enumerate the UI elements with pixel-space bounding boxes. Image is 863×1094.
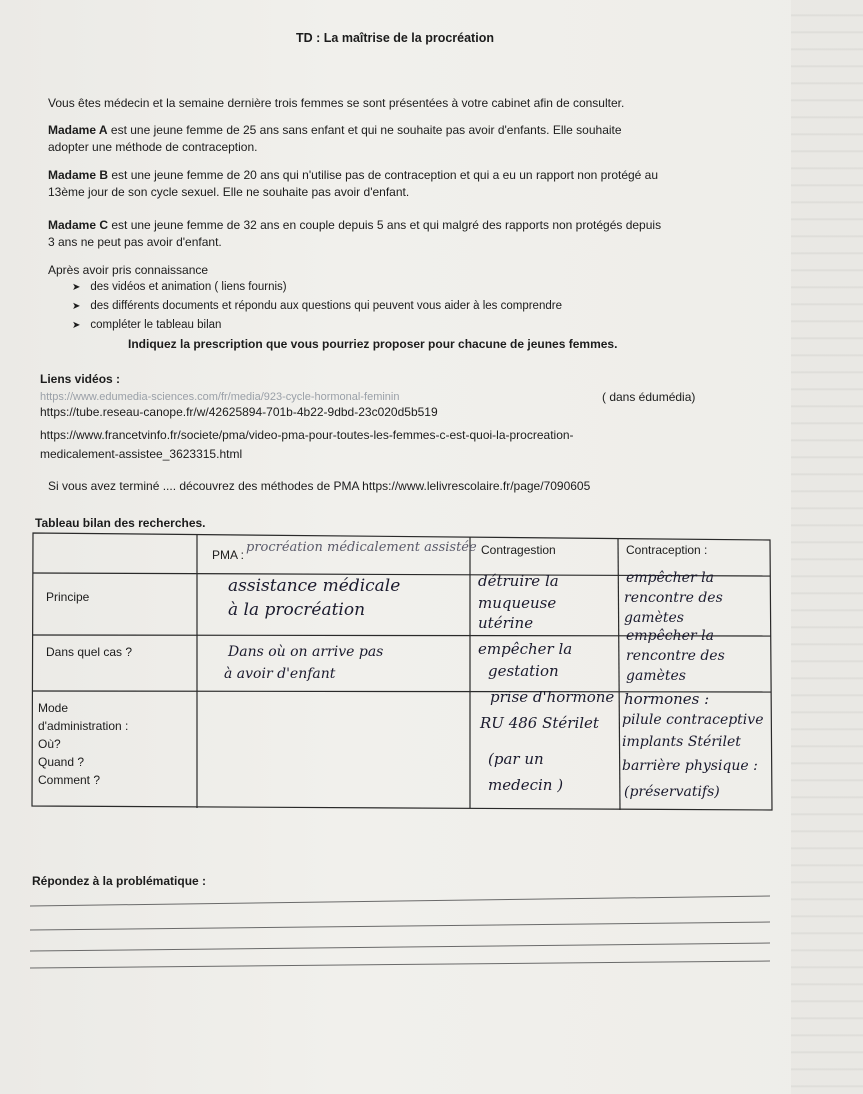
link-francetvinfo-cont[interactable]: medicalement-assistee_3623315.html	[40, 447, 243, 461]
hw-contragestion-cas-2: gestation	[488, 662, 559, 680]
instruction-text: Indiquez la prescription que vous pourriez proposer pour chacune de jeunes femmes.	[128, 337, 618, 351]
hw-contragestion-mode-4: medecin )	[488, 776, 564, 794]
hw-pma-principe-1: assistance médicale	[228, 576, 401, 596]
row-mode-line: Où?	[38, 737, 61, 751]
answer-label: Répondez à la problématique :	[32, 874, 207, 888]
hw-contragestion-mode-3: (par un	[488, 750, 544, 768]
links-heading: Liens vidéos :	[40, 372, 121, 386]
row-header-cas: Dans quel cas ?	[46, 645, 133, 659]
hw-pma-cas-2: à avoir d'enfant	[224, 666, 336, 682]
col-header-contraception: Contraception :	[626, 543, 708, 557]
row-mode-line: d'administration :	[38, 719, 129, 733]
link-edumedia[interactable]: https://www.edumedia-sciences.com/fr/media/923-cycle-hormonal-feminin	[40, 391, 400, 403]
hw-pma-principe-2: à la procréation	[228, 600, 366, 620]
case-a-line-1: Madame A est une jeune femme de 25 ans sans enfant et qui ne souhaite pas avoir d'enfants. Elle souhaite	[48, 123, 622, 137]
hw-pma-cas-1: Dans où on arrive pas	[228, 644, 384, 660]
step-item: ➤ compléter le tableau bilan	[72, 316, 562, 335]
hw-contragestion-cas-1: empêcher la	[478, 640, 573, 658]
case-b-line-1: Madame B est une jeune femme de 20 ans qui n'utilise pas de contraception et qui a eu un rapport non protégé au	[48, 168, 659, 182]
step-item: ➤ des vidéos et animation ( liens fournis)	[72, 278, 562, 297]
extra-text: Si vous avez terminé .... découvrez des méthodes de PMA https://www.lelivrescolaire.fr/page/7090605	[48, 479, 591, 493]
hw-contragestion-mode-1: prise d'hormone	[490, 688, 615, 706]
intro-text: Vous êtes médecin et la semaine dernière trois femmes se sont présentées à votre cabinet afin de consulter.	[48, 96, 625, 110]
col-header-pma: PMA :	[212, 548, 245, 562]
hw-contragestion-principe-1: détruire la	[478, 572, 559, 590]
hw-contraception-mode-1: hormones :	[624, 690, 710, 708]
col-header-contragestion: Contragestion	[481, 543, 556, 557]
hw-contraception-mode-5: (préservatifs)	[624, 784, 720, 800]
hw-contraception-mode-4: barrière physique :	[622, 758, 758, 774]
document-title: TD : La maîtrise de la procréation	[296, 31, 494, 45]
hw-contragestion-principe-2: muqueuse	[478, 594, 557, 612]
row-mode-line: Mode	[38, 701, 69, 715]
case-c-line-1: Madame C est une jeune femme de 32 ans en couple depuis 5 ans et qui malgré des rapports non protégés depuis	[48, 218, 662, 232]
case-c-line-2: 3 ans ne peut pas avoir d'enfant.	[48, 235, 222, 249]
case-c-rest: est une jeune femme de 32 ans en couple depuis 5 ans et qui malgré des rapports non protégés depuis	[108, 218, 662, 232]
after-text: Après avoir pris connaissance	[48, 263, 209, 277]
hw-pma-header: procréation médicalement assistée	[246, 540, 477, 555]
row-mode-line: Comment ?	[38, 773, 101, 787]
row-header-principe: Principe	[46, 590, 90, 604]
hw-contraception-mode-3: implants Stérilet	[622, 734, 741, 750]
hw-contraception-principe-2: rencontre des	[624, 590, 723, 606]
hw-contraception-principe-3: gamètes	[624, 610, 684, 626]
link-canope[interactable]: https://tube.reseau-canope.fr/w/42625894-701b-4b22-9dbd-23c020d5b519	[40, 405, 438, 419]
link-edumedia-note: ( dans édumédia)	[602, 390, 696, 404]
case-b-rest: est une jeune femme de 20 ans qui n'utilise pas de contraception et qui a eu un rapport non protégé au	[108, 168, 659, 182]
step-item: ➤ des différents documents et répondu aux questions qui peuvent vous aider à les comprendre	[72, 297, 562, 316]
hw-contragestion-mode-2: RU 486 Stérilet	[480, 714, 599, 732]
hw-contraception-cas-2: rencontre des	[626, 648, 725, 664]
hw-contraception-mode-2: pilule contraceptive	[622, 712, 764, 728]
hw-contragestion-principe-3: utérine	[478, 614, 534, 632]
table-title: Tableau bilan des recherches.	[35, 516, 206, 530]
case-b-line-2: 13ème jour de son cycle sexuel. Elle ne souhaite pas avoir d'enfant.	[48, 185, 410, 199]
link-francetvinfo[interactable]: https://www.francetvinfo.fr/societe/pma/video-pma-pour-toutes-les-femmes-c-est-quoi-la-procreation-	[40, 428, 574, 442]
hw-contraception-cas-3: gamètes	[626, 668, 686, 684]
case-a-line-2: adopter une méthode de contraception.	[48, 140, 258, 154]
hw-contraception-principe-1: empêcher la	[626, 570, 714, 586]
hw-contraception-cas-1: empêcher la	[626, 628, 714, 644]
case-a-rest: est une jeune femme de 25 ans sans enfant et qui ne souhaite pas avoir d'enfants. Elle souhaite	[107, 123, 622, 137]
row-mode-line: Quand ?	[38, 755, 85, 769]
row-header-mode	[38, 699, 128, 789]
